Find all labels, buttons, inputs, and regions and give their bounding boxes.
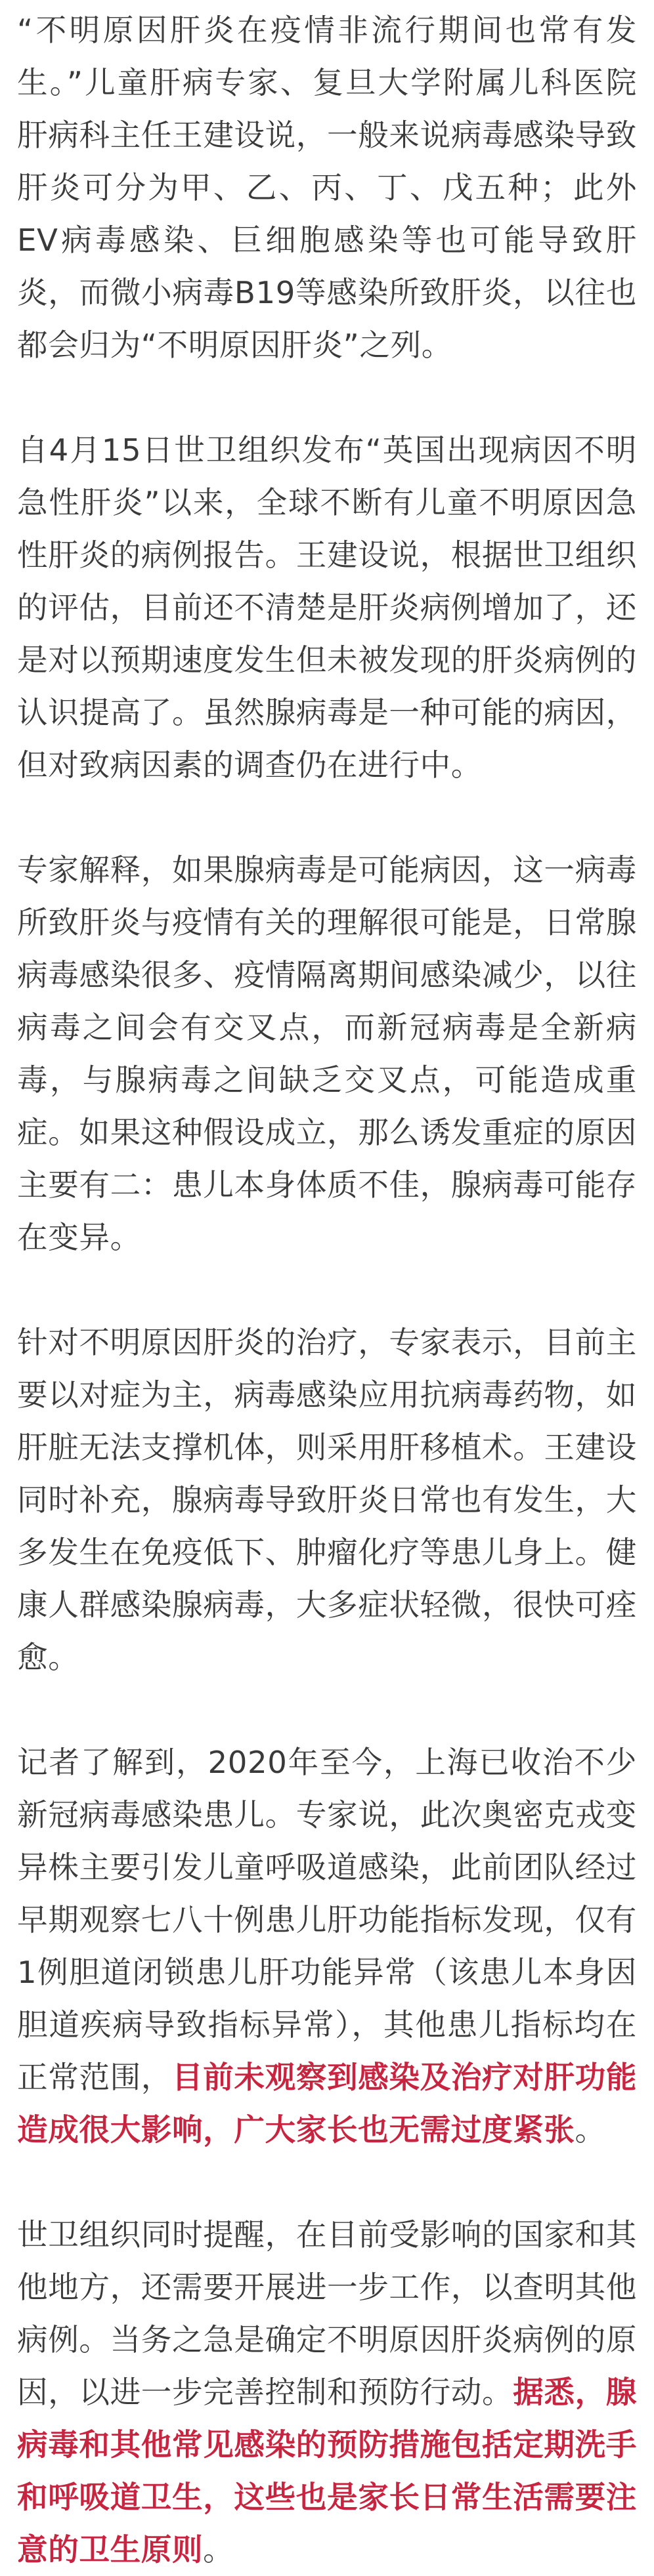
paragraph-5 — [17, 1736, 637, 2156]
paragraph-6-text: 世卫组织同时提醒，在目前受影响的国家和其他地方，还需要开展进一步工作，以查明其他病例。当务之急是确定不明原因肝炎病例的原因，以进一步完善控制和预防行动。 — [17, 2217, 637, 2410]
paragraph-6-end: 。 — [203, 2532, 234, 2567]
paragraph-2: 自4月15日世卫组织发布“英国出现病因不明急性肝炎”以来，全球不断有儿童不明原因急性肝炎的病例报告。王建设说，根据世卫组织的评估，目前还不清楚是肝炎病例增加了，还是对以预期速度发生但未被发现的肝炎病例的认识提高了。虽然腺病毒是一种可能的病因，但对致病因素的调查仍在进行中。 — [17, 432, 637, 783]
paragraph-6-highlight: 据悉，腺病毒和其他常见感染的预防措施包括定期洗手和呼吸道卫生，这些也是家长日常生活需要注意的卫生原则 — [17, 2375, 637, 2567]
paragraph-6 — [17, 2209, 637, 2576]
paragraph-4: 针对不明原因肝炎的治疗，专家表示，目前主要以对症为主，病毒感染应用抗病毒药物，如肝脏无法支撑机体，则采用肝移植术。王建设同时补充，腺病毒导致肝炎日常也有发生，大多发生在免疫低下、肿瘤化疗等患儿身上。健康人群感染腺病毒，大多症状轻微，很快可痊愈。 — [17, 1325, 637, 1675]
paragraph-1: “不明原因肝炎在疫情非流行期间也常有发生。”儿童肝病专家、复旦大学附属儿科医院肝病科主任王建设说，一般来说病毒感染导致肝炎可分为甲、乙、丙、丁、戊五种；此外EV病毒感染、巨细胞感染等也可能导致肝炎，而微小病毒B19等感染所致肝炎，以往也都会归为“不明原因肝炎”之列。 — [17, 12, 637, 363]
paragraph-5-highlight: 目前未观察到感染及治疗对肝功能造成很大影响，广大家长也无需过度紧张 — [17, 2060, 638, 2148]
paragraph-3: 专家解释，如果腺病毒是可能病因，这一病毒所致肝炎与疫情有关的理解很可能是，日常腺病毒感染很多、疫情隔离期间感染减少，以往病毒之间会有交叉点，而新冠病毒是全新病毒，与腺病毒之间缺乏交叉点，可能造成重症。如果这种假设成立，那么诱发重症的原因主要有二：患儿本身体质不佳，腺病毒可能存在变异。 — [17, 852, 637, 1255]
paragraph-5-end: 。 — [575, 2112, 606, 2148]
article-body — [17, 4, 637, 2576]
paragraph-5-text: 记者了解到，2020年至今，上海已收治不少新冠病毒感染患儿。专家说，此次奥密克戎变异株主要引发儿童呼吸道感染，此前团队经过早期观察七八十例患儿肝功能指标发现，仅有1例胆道闭锁患儿肝功能异常（该患儿本身因胆道疾病导致指标异常），其他患儿指标均在正常范围， — [17, 1745, 637, 2095]
